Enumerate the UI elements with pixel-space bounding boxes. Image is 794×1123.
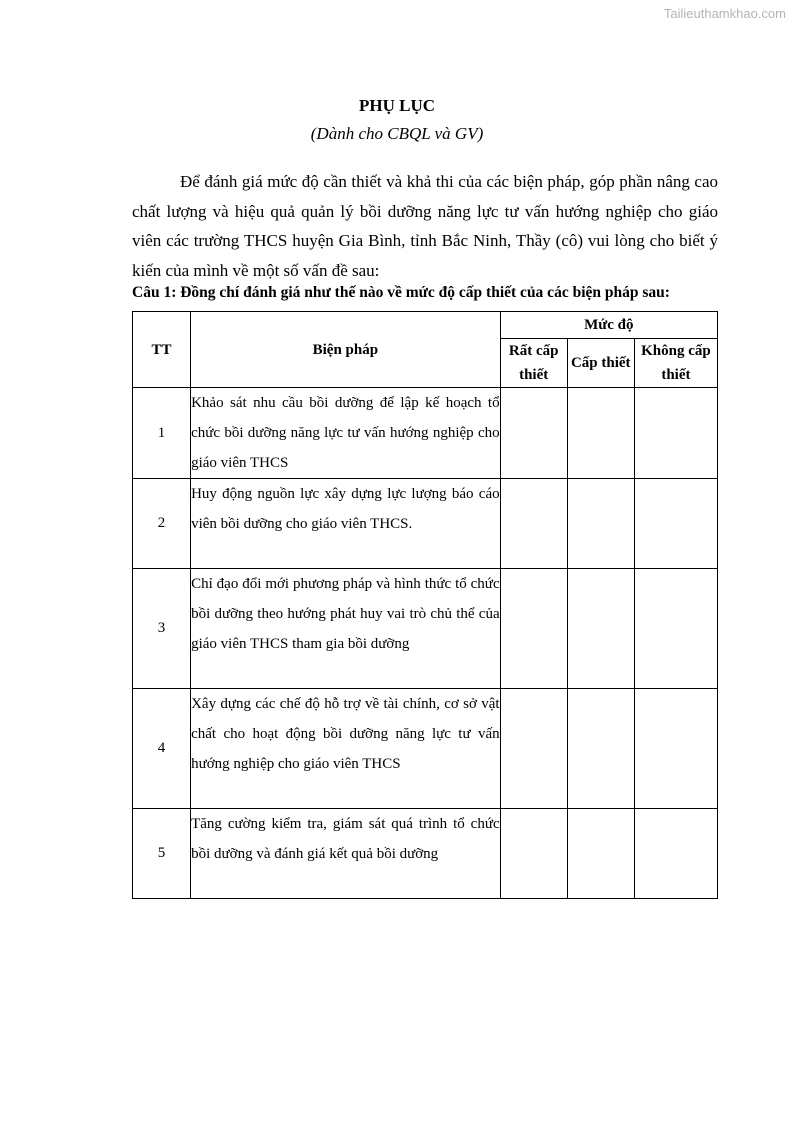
row-measure: Huy động nguồn lực xây dựng lực lượng báo cáo viên bồi dưỡng cho giáo viên THCS. bbox=[191, 479, 501, 569]
cell-urgent[interactable] bbox=[567, 388, 634, 479]
cell-very-urgent[interactable] bbox=[500, 479, 567, 569]
cell-very-urgent[interactable] bbox=[500, 388, 567, 479]
row-number: 4 bbox=[133, 689, 191, 809]
row-number: 2 bbox=[133, 479, 191, 569]
header-tt: TT bbox=[133, 312, 191, 388]
table-row bbox=[133, 388, 718, 479]
page-title: PHỤ LỤC bbox=[358, 96, 436, 115]
watermark: Tailieuthamkhao.com bbox=[663, 6, 786, 21]
header-not-urgent: Không cấp thiết bbox=[634, 339, 717, 388]
table-row bbox=[133, 809, 718, 899]
cell-urgent[interactable] bbox=[567, 689, 634, 809]
cell-very-urgent[interactable] bbox=[500, 809, 567, 899]
question-heading: Câu 1: Đồng chí đánh giá như thế nào về mức độ cấp thiết của các biện pháp sau: bbox=[132, 284, 670, 301]
row-number: 5 bbox=[133, 809, 191, 899]
cell-urgent[interactable] bbox=[567, 569, 634, 689]
cell-urgent[interactable] bbox=[567, 809, 634, 899]
intro-paragraph: Để đánh giá mức độ cần thiết và khả thi của các biện pháp, góp phần nâng cao chất lượng và hiệu quả quản lý bồi dưỡng năng lực tư vấn hướng nghiệp cho giáo viên các trường THCS huyện Gia Bình, tỉnh Bắc Ninh, Thầy (cô) vui lòng cho biết ý kiến của mình về một số vấn đề sau: bbox=[132, 172, 718, 280]
page-subtitle: (Dành cho CBQL và GV) bbox=[310, 124, 484, 143]
cell-very-urgent[interactable] bbox=[500, 569, 567, 689]
row-number: 1 bbox=[133, 388, 191, 479]
cell-urgent[interactable] bbox=[567, 479, 634, 569]
survey-table bbox=[132, 311, 718, 899]
row-measure: Khảo sát nhu cầu bồi dưỡng để lập kế hoạch tổ chức bồi dưỡng năng lực tư vấn hướng nghiệp cho giáo viên THCS bbox=[191, 388, 501, 479]
table-row bbox=[133, 479, 718, 569]
table-row bbox=[133, 569, 718, 689]
header-measure: Biện pháp bbox=[191, 312, 501, 388]
cell-not-urgent[interactable] bbox=[634, 569, 717, 689]
cell-not-urgent[interactable] bbox=[634, 479, 717, 569]
header-urgent: Cấp thiết bbox=[567, 339, 634, 388]
cell-not-urgent[interactable] bbox=[634, 388, 717, 479]
header-very-urgent: Rất cấp thiết bbox=[500, 339, 567, 388]
cell-very-urgent[interactable] bbox=[500, 689, 567, 809]
row-number: 3 bbox=[133, 569, 191, 689]
cell-not-urgent[interactable] bbox=[634, 689, 717, 809]
row-measure: Tăng cường kiểm tra, giám sát quá trình tổ chức bồi dưỡng và đánh giá kết quả bồi dưỡng bbox=[191, 809, 501, 899]
header-level: Mức độ bbox=[500, 312, 717, 339]
row-measure: Chỉ đạo đổi mới phương pháp và hình thức tổ chức bồi dưỡng theo hướng phát huy vai trò chủ thể của giáo viên THCS tham gia bồi dưỡng bbox=[191, 569, 501, 689]
row-measure: Xây dựng các chế độ hỗ trợ về tài chính, cơ sở vật chất cho hoạt động bồi dưỡng năng lực tư vấn hướng nghiệp cho giáo viên THCS bbox=[191, 689, 501, 809]
cell-not-urgent[interactable] bbox=[634, 809, 717, 899]
table-row bbox=[133, 689, 718, 809]
